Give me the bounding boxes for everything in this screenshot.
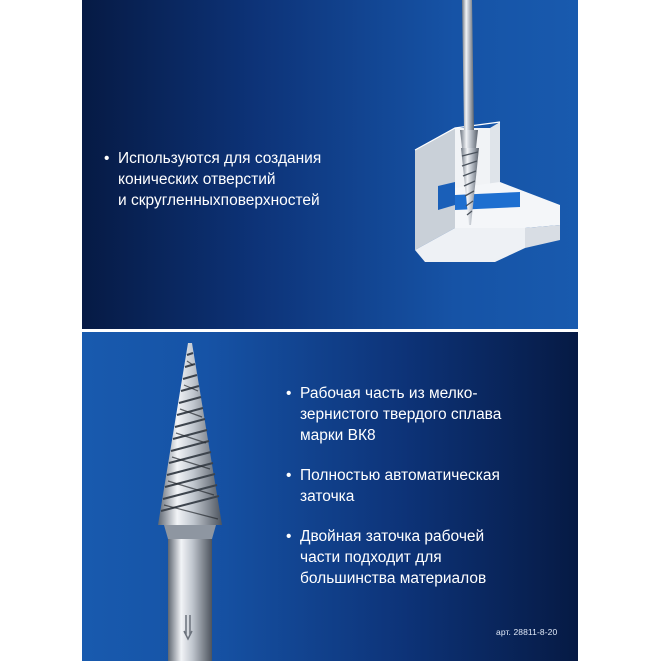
feature-item: • Рабочая часть из мелко- зернистого твердого сплава марки ВК8 [286, 383, 561, 446]
carbide-burr-closeup-illustration [140, 335, 240, 661]
feature-item: • Полностью автоматическая заточка [286, 465, 561, 507]
article-number: арт. 28811-8-20 [496, 627, 558, 637]
top-feature-list [104, 148, 384, 211]
feature-item: • Используются для создания конических отверстий и скругленныхповерхностей [104, 148, 384, 211]
bottom-feature-list [286, 383, 561, 608]
feature-item: • Двойная заточка рабочей части подходит для большинства материалов [286, 526, 561, 589]
burr-cutting-head [158, 343, 222, 525]
burr-shank [164, 525, 216, 661]
burr-in-workpiece-illustration [400, 0, 560, 270]
workpiece-block [415, 122, 560, 262]
